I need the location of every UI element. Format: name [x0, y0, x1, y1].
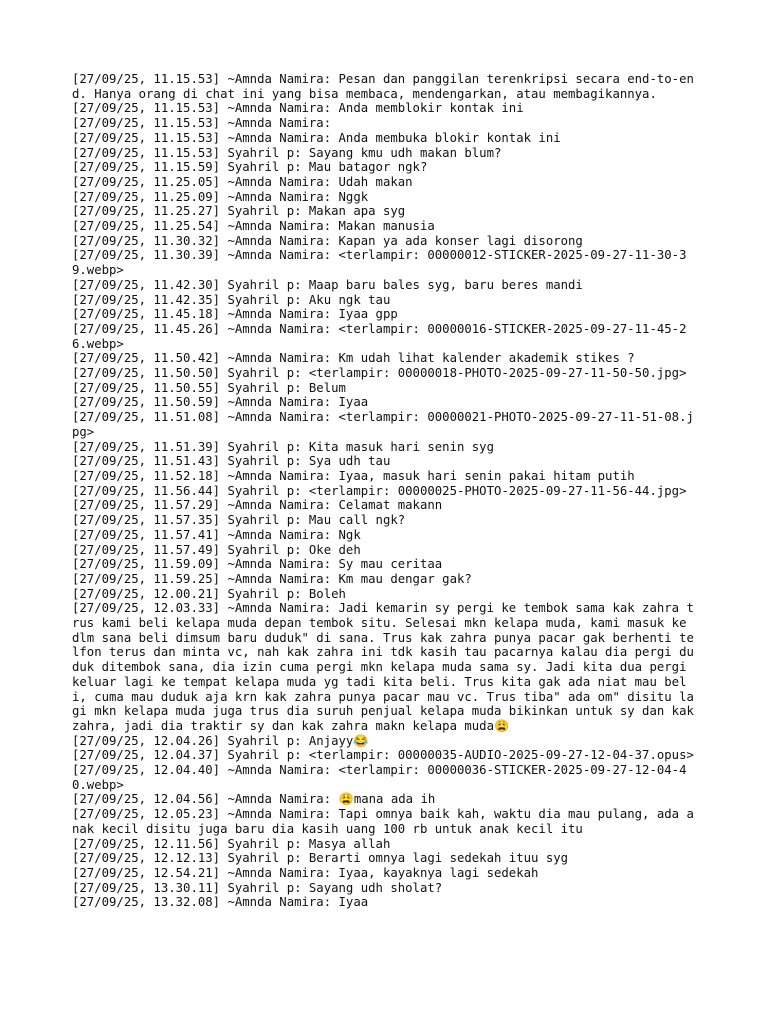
chat-line: [27/09/25, 11.30.32] ~Amnda Namira: Kapan ya ada konser lagi disorong [72, 233, 583, 248]
chat-line: [27/09/25, 11.15.53] Syahril p: Sayang kmu udh makan blum? [72, 145, 502, 160]
chat-line: [27/09/25, 13.30.11] Syahril p: Sayang udh sholat? [72, 880, 443, 895]
chat-line: [27/09/25, 11.57.41] ~Amnda Namira: Ngk [72, 527, 361, 542]
chat-line: [27/09/25, 11.50.55] Syahril p: Belum [72, 380, 346, 395]
chat-line: [27/09/25, 12.54.21] ~Amnda Namira: Iyaa, kayaknya lagi sedekah [72, 865, 539, 880]
chat-line: [27/09/25, 11.25.27] Syahril p: Makan apa syg [72, 204, 406, 219]
chat-line: [27/09/25, 11.59.25] ~Amnda Namira: Km mau dengar gak? [72, 571, 472, 586]
chat-line: [27/09/25, 11.45.26] ~Amnda Namira: <terlampir: 00000016-STICKER-2025-09-27-11-45-26.webp> [72, 321, 687, 351]
chat-line: [27/09/25, 12.05.23] ~Amnda Namira: Tapi omnya baik kah, waktu dia mau pulang, ada anak kecil disitu juga baru dia kasih uang 100 rb untuk anak kecil itu [72, 807, 694, 836]
chat-line: [27/09/25, 13.32.08] ~Amnda Namira: Iyaa [72, 895, 369, 910]
chat-line: [27/09/25, 11.25.09] ~Amnda Namira: Nggk [72, 189, 369, 204]
chat-line: [27/09/25, 11.57.35] Syahril p: Mau call ngk? [72, 513, 406, 528]
chat-line: [27/09/25, 11.15.53] ~Amnda Namira: Pesan dan panggilan terenkripsi secara end-to-end. Hanya orang di chat ini yang bisa membaca, mendengarkan, atau membagikannya. [72, 72, 694, 101]
chat-line: [27/09/25, 11.57.29] ~Amnda Namira: Celamat makann [72, 498, 443, 513]
chat-line: [27/09/25, 11.15.53] ~Amnda Namira: Anda membuka blokir kontak ini [72, 130, 561, 145]
chat-line: [27/09/25, 11.45.18] ~Amnda Namira: Iyaa gpp [72, 307, 398, 322]
chat-line: [27/09/25, 11.42.30] Syahril p: Maap baru bales syg, baru beres mandi [72, 277, 583, 292]
chat-line: [27/09/25, 12.04.56] ~Amnda Namira: 😩mana ada ih [72, 792, 436, 807]
chat-line: [27/09/25, 12.12.13] Syahril p: Berarti omnya lagi sedekah ituu syg [72, 851, 569, 866]
chat-export-document [72, 72, 700, 910]
chat-line: [27/09/25, 11.30.39] ~Amnda Namira: <terlampir: 00000012-STICKER-2025-09-27-11-30-39.webp> [72, 248, 687, 278]
chat-line: [27/09/25, 11.52.18] ~Amnda Namira: Iyaa, masuk hari senin pakai hitam putih [72, 468, 635, 483]
chat-line: [27/09/25, 11.15.53] ~Amnda Namira: [72, 116, 332, 131]
chat-line: [27/09/25, 11.50.59] ~Amnda Namira: Iyaa [72, 395, 369, 410]
chat-line: [27/09/25, 11.51.43] Syahril p: Sya udh tau [72, 454, 391, 469]
chat-line: [27/09/25, 11.59.09] ~Amnda Namira: Sy mau ceritaa [72, 557, 443, 572]
chat-line: [27/09/25, 11.42.35] Syahril p: Aku ngk tau [72, 292, 391, 307]
chat-line: [27/09/25, 11.51.39] Syahril p: Kita masuk hari senin syg [72, 439, 494, 454]
chat-line: [27/09/25, 12.03.33] ~Amnda Namira: Jadi kemarin sy pergi ke tembok sama kak zahra trus kami beli kelapa muda depan tembok situ. Selesai mkn kelapa muda, kami masuk ke dlm sana beli dimsum baru duduk" di sana. Trus kak zahra punya pacar gak berhenti telfon terus dan minta vc, nah kak zahra ini tdk kasih tau pacarnya kalau dia pergi duduk ditembok sana, dia izin cuma pergi mkn kelapa muda sama sy. Jadi kita dua pergi keluar lagi ke tempat kelapa muda yg tadi kita beli. Trus kita gak ada niat mau beli, cuma mau duduk aja krn kak zahra punya pacar mau vc. Trus tiba" ada om" disitu lagi mkn kelapa muda juga trus dia suruh penjual kelapa muda bikinkan untuk sy dan kak zahra, jadi dia traktir sy dan kak zahra makn kelapa muda😩 [72, 601, 702, 733]
chat-line: [27/09/25, 11.50.50] Syahril p: <terlampir: 00000018-PHOTO-2025-09-27-11-50-50.jpg> [72, 366, 687, 381]
chat-line: [27/09/25, 12.00.21] Syahril p: Boleh [72, 586, 346, 601]
chat-line: [27/09/25, 11.25.05] ~Amnda Namira: Udah makan [72, 174, 413, 189]
chat-line: [27/09/25, 11.15.53] ~Amnda Namira: Anda memblokir kontak ini [72, 101, 524, 116]
chat-line: [27/09/25, 12.04.26] Syahril p: Anjayy😂 [72, 733, 369, 748]
chat-line: [27/09/25, 11.51.08] ~Amnda Namira: <terlampir: 00000021-PHOTO-2025-09-27-11-51-08.jpg> [72, 410, 694, 439]
chat-line: [27/09/25, 12.11.56] Syahril p: Masya allah [72, 836, 391, 851]
chat-line: [27/09/25, 11.50.42] ~Amnda Namira: Km udah lihat kalender akademik stikes ? [72, 351, 635, 366]
chat-line: [27/09/25, 12.04.40] ~Amnda Namira: <terlampir: 00000036-STICKER-2025-09-27-12-04-40.webp> [72, 763, 687, 792]
chat-line: [27/09/25, 11.15.59] Syahril p: Mau batagor ngk? [72, 160, 428, 175]
chat-line: [27/09/25, 11.56.44] Syahril p: <terlampir: 00000025-PHOTO-2025-09-27-11-56-44.jpg> [72, 483, 687, 498]
chat-line: [27/09/25, 12.04.37] Syahril p: <terlampir: 00000035-AUDIO-2025-09-27-12-04-37.opus> [72, 748, 694, 763]
chat-line: [27/09/25, 11.25.54] ~Amnda Namira: Makan manusia [72, 219, 435, 234]
chat-line: [27/09/25, 11.57.49] Syahril p: Oke deh [72, 542, 361, 557]
